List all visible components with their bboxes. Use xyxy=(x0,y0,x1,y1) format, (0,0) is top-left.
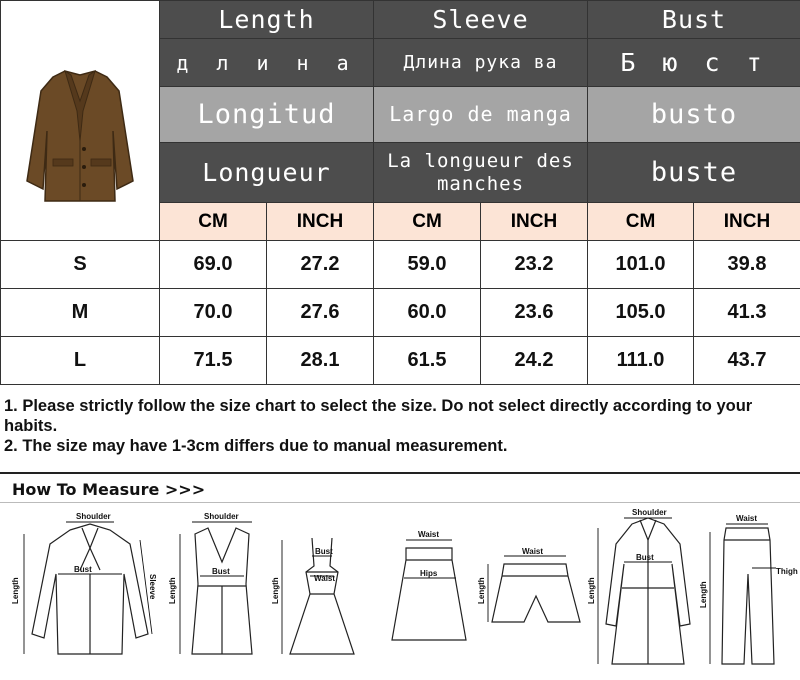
label-length: Length xyxy=(477,577,486,604)
label-waist: Waist xyxy=(522,547,544,556)
label-bust: Bust xyxy=(74,565,92,574)
size-notes xyxy=(4,396,796,456)
header-length-en: Length xyxy=(160,1,374,39)
label-bust: Bust xyxy=(212,567,230,576)
header-sleeve-es: Largo de manga xyxy=(374,87,588,143)
unit-bust-cm: CM xyxy=(588,203,694,241)
label-bust: Bust xyxy=(315,547,333,556)
header-length-es: Longitud xyxy=(160,87,374,143)
how-to-measure-header xyxy=(0,472,800,502)
label-shoulder: Shoulder xyxy=(632,508,667,517)
table-cell: 60.0 xyxy=(374,289,481,337)
label-shoulder: Shoulder xyxy=(76,512,111,521)
label-length: Length xyxy=(271,577,280,604)
header-length-ru: д л и н а xyxy=(160,39,374,87)
unit-length-inch: INCH xyxy=(267,203,374,241)
header-length-fr: Longueur xyxy=(160,143,374,203)
label-length: Length xyxy=(587,577,596,604)
size-label: M xyxy=(1,289,160,337)
header-sleeve-en: Sleeve xyxy=(374,1,588,39)
shorts-diagram-icon xyxy=(492,564,580,622)
table-cell: 23.2 xyxy=(481,241,588,289)
label-length: Length xyxy=(168,577,177,604)
table-cell: 111.0 xyxy=(588,337,694,385)
table-cell: 41.3 xyxy=(694,289,800,337)
table-cell: 61.5 xyxy=(374,337,481,385)
table-cell: 27.6 xyxy=(267,289,374,337)
header-bust-en: Bust xyxy=(588,1,800,39)
divider xyxy=(0,502,800,503)
note-2: 2. The size may have 1-3cm differs due to manual measurement. xyxy=(4,437,508,455)
label-length: Length xyxy=(11,577,20,604)
table-cell: 71.5 xyxy=(160,337,267,385)
label-length: Length xyxy=(699,581,708,608)
table-cell: 43.7 xyxy=(694,337,800,385)
table-cell: 28.1 xyxy=(267,337,374,385)
label-shoulder: Shoulder xyxy=(204,512,239,521)
how-to-measure-title: How To Measure >>> xyxy=(12,480,206,499)
table-row xyxy=(1,337,800,385)
table-cell: 105.0 xyxy=(588,289,694,337)
unit-length-cm: CM xyxy=(160,203,267,241)
blouse-diagram-icon xyxy=(32,524,148,654)
brown-blazer-icon xyxy=(5,31,155,211)
label-hips: Hips xyxy=(420,569,438,578)
measurement-diagrams xyxy=(0,504,800,680)
table-cell: 39.8 xyxy=(694,241,800,289)
unit-bust-inch: INCH xyxy=(694,203,800,241)
label-thigh: Thigh xyxy=(776,567,798,576)
label-bust: Bust xyxy=(636,553,654,562)
header-bust-ru: Б ю с т xyxy=(588,39,800,87)
table-cell: 23.6 xyxy=(481,289,588,337)
table-cell: 69.0 xyxy=(160,241,267,289)
tank-top-diagram-icon xyxy=(192,528,252,654)
table-row xyxy=(1,289,800,337)
table-cell: 70.0 xyxy=(160,289,267,337)
header-sleeve-fr: La longueur des manches xyxy=(374,143,588,203)
unit-sleeve-inch: INCH xyxy=(481,203,588,241)
coat-diagram-icon xyxy=(606,518,690,664)
label-waist: Waist xyxy=(418,530,440,539)
table-cell: 27.2 xyxy=(267,241,374,289)
size-label: L xyxy=(1,337,160,385)
table-cell: 59.0 xyxy=(374,241,481,289)
note-1: 1. Please strictly follow the size chart to select the size. Do not select directly according to your habits. xyxy=(4,397,753,435)
unit-sleeve-cm: CM xyxy=(374,203,481,241)
skirt-diagram-icon xyxy=(392,548,466,640)
table-cell: 24.2 xyxy=(481,337,588,385)
table-cell: 101.0 xyxy=(588,241,694,289)
header-bust-es: busto xyxy=(588,87,800,143)
label-sleeve: Sleeve xyxy=(148,574,157,600)
label-waist: Waist xyxy=(736,514,758,523)
header-sleeve-ru: Длина рука ва xyxy=(374,39,588,87)
size-label: S xyxy=(1,241,160,289)
table-row xyxy=(1,241,800,289)
header-bust-fr: buste xyxy=(588,143,800,203)
label-waist: Waist xyxy=(314,574,336,583)
jeans-diagram-icon xyxy=(722,528,774,664)
product-photo xyxy=(1,1,160,241)
